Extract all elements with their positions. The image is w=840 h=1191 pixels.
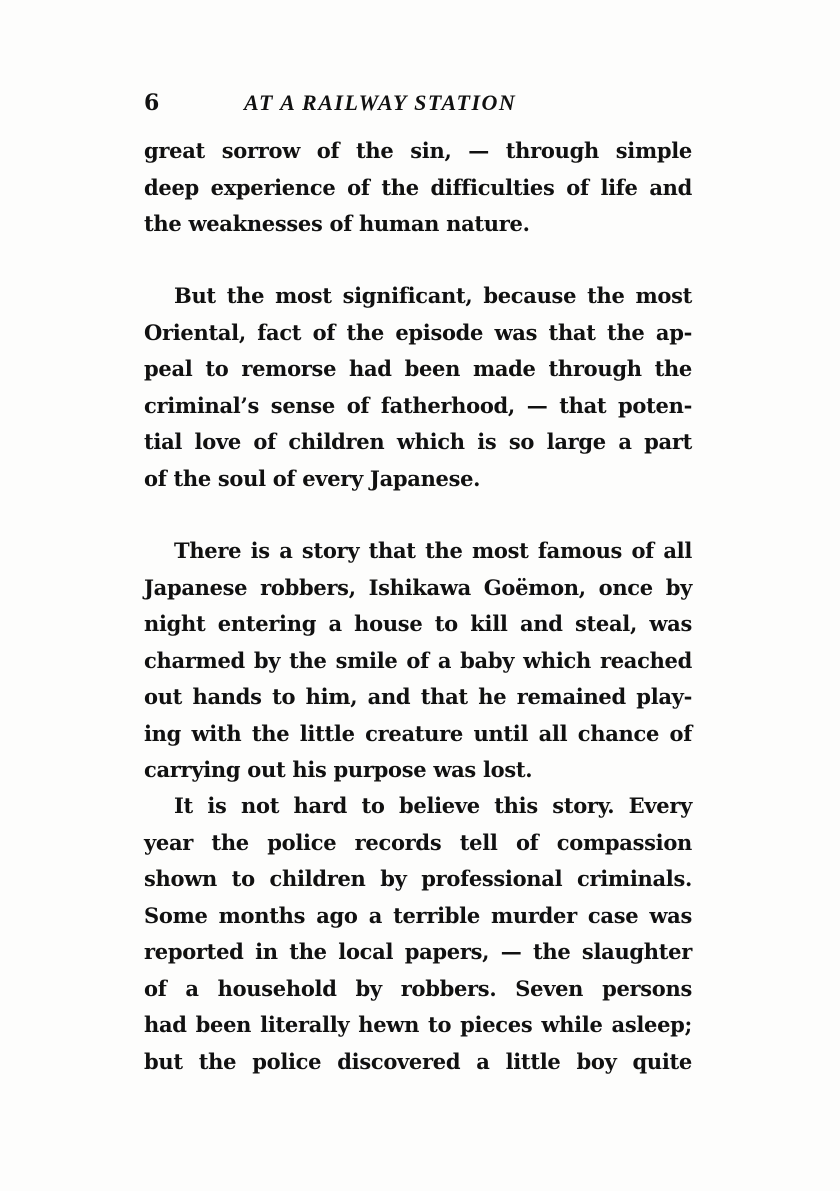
text-line: reported in the local papers, — the slaughter <box>144 939 692 964</box>
text-line: But the most significant, because the most <box>174 283 692 308</box>
paragraph-1 <box>144 133 692 243</box>
text-line: great sorrow of the sin, — through simple <box>144 138 692 163</box>
text-line: year the police records tell of compassion <box>144 829 692 855</box>
running-head: AT A RAILWAY STATION <box>244 90 517 115</box>
text-line: There is a story that the most famous of all <box>174 538 692 563</box>
text-line: ing with the little creature until all chance of <box>144 720 692 746</box>
text-line: night entering a house to kill and steal, was <box>144 611 692 636</box>
text-line: It is not hard to believe this story. Every <box>174 793 692 818</box>
text-line: shown to children by professional criminals. <box>144 866 692 891</box>
text-line: of the soul of every Japanese. <box>144 465 481 491</box>
text-line: criminal’s sense of fatherhood, — that poten- <box>144 392 692 418</box>
text-line: carrying out his purpose was lost. <box>144 757 533 782</box>
paragraph-4 <box>144 788 692 1080</box>
page-number: 6 <box>144 90 160 116</box>
page-header <box>144 88 692 118</box>
text-line: but the police discovered a little boy quite <box>144 1048 692 1074</box>
text-line: peal to remorse had been made through the <box>144 356 692 381</box>
text-line: tial love of children which is so large a part <box>144 429 692 454</box>
text-line: charmed by the smile of a baby which reached <box>144 647 692 673</box>
text-line: out hands to him, and that he remained play- <box>144 684 692 709</box>
paragraph-3 <box>144 533 692 789</box>
text-line: Some months ago a terrible murder case was <box>144 902 692 928</box>
text-line: deep experience of the difficulties of life and <box>144 174 692 200</box>
text-line: Oriental, fact of the episode was that the ap- <box>144 319 692 345</box>
text-line: the weaknesses of human nature. <box>144 211 530 236</box>
text-line: Japanese robbers, Ishikawa Goëmon, once by <box>144 574 692 600</box>
text-line: of a household by robbers. Seven persons <box>144 975 692 1001</box>
text-line: had been literally hewn to pieces while asleep; <box>144 1012 692 1037</box>
paragraph-2 <box>144 278 692 497</box>
